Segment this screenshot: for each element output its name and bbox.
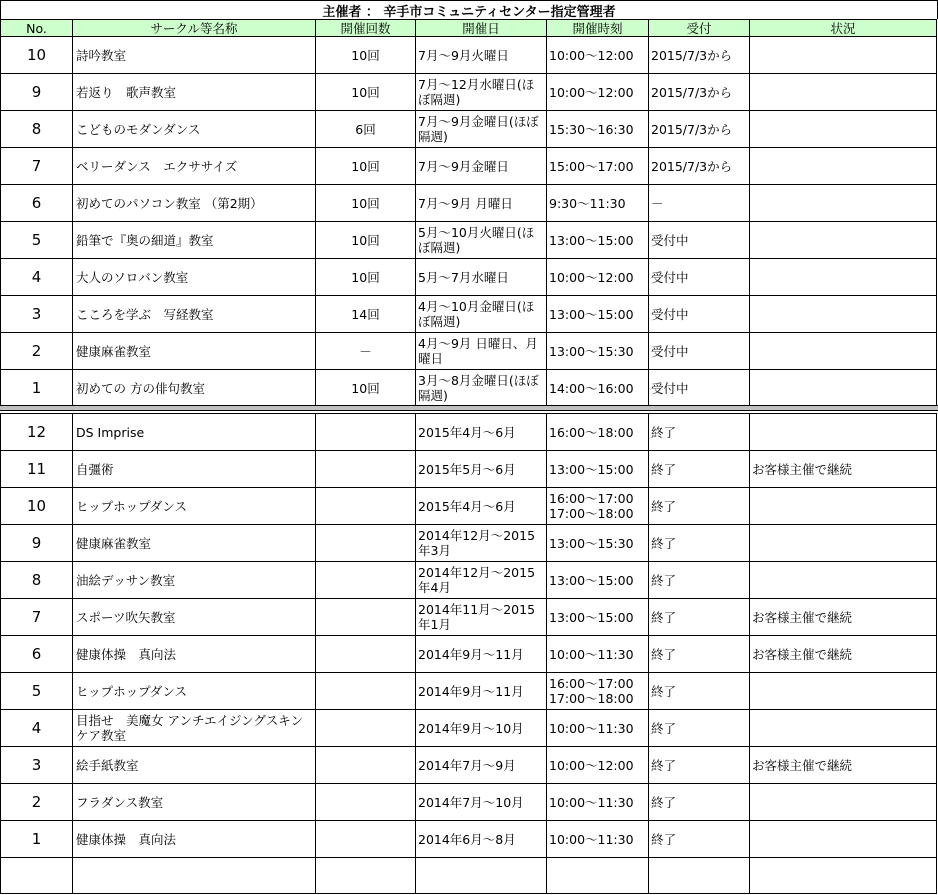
cell-name[interactable]: 初めてのパソコン教室 （第2期） [73, 185, 316, 222]
table-row [1, 148, 937, 185]
cell-count[interactable]: 10回 [316, 185, 416, 222]
cell-day[interactable]: 7月～9月 月曜日 [416, 185, 547, 222]
cell-day[interactable]: 7月～9月金曜日(ほぼ隔週) [416, 111, 547, 148]
cell-day[interactable]: 2014年9月～11月 [416, 636, 547, 673]
cell-count[interactable]: － [316, 333, 416, 370]
table-row [1, 333, 937, 370]
cell-no[interactable]: 2 [1, 333, 73, 370]
table-row [1, 858, 937, 894]
cell-day[interactable]: 2014年9月～10月 [416, 710, 547, 747]
cell-count[interactable] [316, 858, 416, 894]
cell-time[interactable]: 10:00～12:00 [547, 74, 649, 111]
cell-time[interactable]: 14:00～16:00 [547, 370, 649, 407]
cell-name[interactable]: 健康体操 真向法 [73, 821, 316, 858]
table-row [1, 747, 937, 784]
cell-day[interactable]: 4月～9月 日曜日、月曜日 [416, 333, 547, 370]
cell-time[interactable] [547, 858, 649, 894]
cell-status[interactable] [750, 296, 937, 333]
cell-status[interactable] [750, 784, 937, 821]
cell-name[interactable]: 大人のソロバン教室 [73, 259, 316, 296]
cell-no[interactable]: 5 [1, 673, 73, 710]
cell-time[interactable]: 9:30～11:30 [547, 185, 649, 222]
cell-reception[interactable]: 終了 [649, 414, 750, 451]
cell-no[interactable]: 8 [1, 111, 73, 148]
cell-no[interactable]: 7 [1, 148, 73, 185]
cell-name[interactable]: 絵手紙教室 [73, 747, 316, 784]
cell-count[interactable] [316, 562, 416, 599]
cell-name[interactable]: こころを学ぶ 写経教室 [73, 296, 316, 333]
cell-time[interactable]: 13:00～15:30 [547, 525, 649, 562]
cell-status[interactable] [750, 74, 937, 111]
header-time[interactable]: 開催時刻 [547, 20, 649, 37]
cell-time[interactable]: 10:00～11:30 [547, 784, 649, 821]
cell-status[interactable] [750, 222, 937, 259]
cell-count[interactable] [316, 710, 416, 747]
cell-count[interactable] [316, 414, 416, 451]
cell-time[interactable]: 13:00～15:00 [547, 222, 649, 259]
header-name[interactable]: サークル等名称 [73, 20, 316, 37]
cell-day[interactable] [416, 858, 547, 894]
cell-count[interactable]: 10回 [316, 37, 416, 74]
cell-no[interactable]: 4 [1, 259, 73, 296]
cell-day[interactable]: 5月～10月火曜日(ほぼ隔週) [416, 222, 547, 259]
cell-status[interactable] [750, 858, 937, 894]
cell-reception[interactable]: 受付中 [649, 333, 750, 370]
cell-no[interactable]: 11 [1, 451, 73, 488]
cell-no[interactable]: 9 [1, 525, 73, 562]
cell-status[interactable] [750, 259, 937, 296]
header-day[interactable]: 開催日 [416, 20, 547, 37]
cell-time[interactable]: 10:00～11:30 [547, 636, 649, 673]
cell-count[interactable] [316, 451, 416, 488]
cell-reception[interactable]: 2015/7/3から [649, 148, 750, 185]
cell-no[interactable]: 1 [1, 370, 73, 407]
cell-count[interactable]: 10回 [316, 259, 416, 296]
cell-no[interactable]: 10 [1, 488, 73, 525]
cell-day[interactable]: 7月～9月金曜日 [416, 148, 547, 185]
cell-name[interactable]: 初めての 方の俳句教室 [73, 370, 316, 407]
table-row [1, 222, 937, 259]
table-row [1, 784, 937, 821]
table-row [1, 821, 937, 858]
cell-time[interactable]: 13:00～15:00 [547, 562, 649, 599]
cell-name[interactable]: 健康麻雀教室 [73, 333, 316, 370]
cell-reception[interactable]: 受付中 [649, 296, 750, 333]
cell-count[interactable]: 10回 [316, 370, 416, 407]
cell-status[interactable] [750, 333, 937, 370]
table-row [1, 525, 937, 562]
cell-reception[interactable]: 受付中 [649, 222, 750, 259]
cell-name[interactable]: こどものモダンダンス [73, 111, 316, 148]
cell-count[interactable]: 6回 [316, 111, 416, 148]
header-status[interactable]: 状況 [750, 20, 937, 37]
cell-name[interactable]: DS Imprise [73, 414, 316, 451]
past-classes-table [0, 413, 937, 894]
cell-time[interactable]: 13:00～15:30 [547, 333, 649, 370]
cell-day[interactable]: 2015年5月～6月 [416, 451, 547, 488]
cell-no[interactable]: 6 [1, 636, 73, 673]
cell-day[interactable]: 2014年12月～2015年4月 [416, 562, 547, 599]
sheet-title: 主催者 ： 辛手市コミュニティセンター指定管理者 [0, 0, 938, 19]
cell-status[interactable] [750, 111, 937, 148]
cell-status[interactable] [750, 370, 937, 407]
table-row [1, 370, 937, 407]
cell-no[interactable]: 2 [1, 784, 73, 821]
cell-time[interactable]: 15:30～16:30 [547, 111, 649, 148]
cell-status[interactable] [750, 185, 937, 222]
cell-day[interactable]: 7月～12月水曜日(ほぼ隔週) [416, 74, 547, 111]
cell-day[interactable]: 2014年9月～11月 [416, 673, 547, 710]
table-row [1, 673, 937, 710]
cell-time[interactable]: 10:00～11:30 [547, 821, 649, 858]
cell-no[interactable]: 6 [1, 185, 73, 222]
cell-status[interactable] [750, 562, 937, 599]
cell-reception[interactable]: 終了 [649, 488, 750, 525]
cell-no[interactable]: 5 [1, 222, 73, 259]
cell-status[interactable]: お客様主催で継続 [750, 599, 937, 636]
cell-day[interactable]: 2014年7月～9月 [416, 747, 547, 784]
cell-count[interactable] [316, 747, 416, 784]
cell-reception[interactable]: 受付中 [649, 259, 750, 296]
cell-no[interactable]: 4 [1, 710, 73, 747]
cell-count[interactable]: 10回 [316, 74, 416, 111]
cell-day[interactable]: 2014年11月～2015年1月 [416, 599, 547, 636]
table-row [1, 37, 937, 74]
cell-name[interactable]: 若返り 歌声教室 [73, 74, 316, 111]
cell-name[interactable]: スポーツ吹矢教室 [73, 599, 316, 636]
cell-name[interactable]: 鉛筆で『奥の細道』教室 [73, 222, 316, 259]
cell-count[interactable]: 10回 [316, 148, 416, 185]
cell-status[interactable]: お客様主催で継続 [750, 451, 937, 488]
cell-reception[interactable]: 2015/7/3から [649, 74, 750, 111]
cell-time[interactable]: 13:00～15:00 [547, 296, 649, 333]
cell-no[interactable]: 12 [1, 414, 73, 451]
cell-name[interactable]: フラダンス教室 [73, 784, 316, 821]
cell-reception[interactable]: 終了 [649, 821, 750, 858]
cell-count[interactable] [316, 525, 416, 562]
table-row [1, 74, 937, 111]
cell-reception[interactable]: 終了 [649, 599, 750, 636]
cell-name[interactable]: ヒップホップダンス [73, 673, 316, 710]
cell-name[interactable]: 健康麻雀教室 [73, 525, 316, 562]
cell-count[interactable] [316, 673, 416, 710]
cell-name[interactable]: 健康体操 真向法 [73, 636, 316, 673]
cell-day[interactable]: 2014年7月～10月 [416, 784, 547, 821]
cell-name[interactable]: 油絵デッサン教室 [73, 562, 316, 599]
cell-reception[interactable] [649, 858, 750, 894]
header-no[interactable]: No. [1, 20, 73, 37]
table-row [1, 259, 937, 296]
cell-no[interactable]: 8 [1, 562, 73, 599]
cell-count[interactable] [316, 821, 416, 858]
cell-status[interactable] [750, 37, 937, 74]
cell-reception[interactable]: 終了 [649, 636, 750, 673]
cell-name[interactable]: 自彊術 [73, 451, 316, 488]
cell-day[interactable]: 2014年6月～8月 [416, 821, 547, 858]
cell-reception[interactable]: 終了 [649, 525, 750, 562]
cell-status[interactable] [750, 710, 937, 747]
cell-day[interactable]: 4月～10月金曜日(ほぼ隔週) [416, 296, 547, 333]
cell-count[interactable] [316, 636, 416, 673]
cell-no[interactable]: 3 [1, 747, 73, 784]
cell-status[interactable]: お客様主催で継続 [750, 747, 937, 784]
cell-reception[interactable]: 2015/7/3から [649, 111, 750, 148]
cell-count[interactable] [316, 784, 416, 821]
cell-reception[interactable]: － [649, 185, 750, 222]
cell-day[interactable]: 5月～7月水曜日 [416, 259, 547, 296]
cell-status[interactable] [750, 673, 937, 710]
cell-time[interactable]: 10:00～12:00 [547, 259, 649, 296]
cell-name[interactable]: 目指せ 美魔女 アンチエイジングスキンケア教室 [73, 710, 316, 747]
table-row [1, 414, 937, 451]
table-row [1, 710, 937, 747]
cell-day[interactable]: 2015年4月～6月 [416, 414, 547, 451]
cell-status[interactable] [750, 821, 937, 858]
cell-reception[interactable]: 終了 [649, 747, 750, 784]
table-row [1, 185, 937, 222]
cell-status[interactable] [750, 148, 937, 185]
cell-no[interactable]: 1 [1, 821, 73, 858]
cell-time[interactable]: 16:00～17:00 17:00～18:00 [547, 488, 649, 525]
table-row [1, 636, 937, 673]
cell-reception[interactable]: 受付中 [649, 370, 750, 407]
cell-no[interactable]: 10 [1, 37, 73, 74]
cell-time[interactable]: 13:00～15:00 [547, 599, 649, 636]
cell-time[interactable]: 10:00～12:00 [547, 37, 649, 74]
section-divider [0, 405, 938, 411]
current-classes-table [0, 19, 937, 407]
cell-no[interactable]: 3 [1, 296, 73, 333]
cell-count[interactable]: 10回 [316, 222, 416, 259]
cell-time[interactable]: 16:00～18:00 [547, 414, 649, 451]
cell-time[interactable]: 10:00～12:00 [547, 747, 649, 784]
cell-name[interactable]: ベリーダンス エクササイズ [73, 148, 316, 185]
cell-count[interactable] [316, 488, 416, 525]
header-reception[interactable]: 受付 [649, 20, 750, 37]
cell-reception[interactable]: 終了 [649, 673, 750, 710]
cell-day[interactable]: 2015年4月～6月 [416, 488, 547, 525]
cell-time[interactable]: 16:00～17:00 17:00～18:00 [547, 673, 649, 710]
table-row [1, 562, 937, 599]
table-row [1, 296, 937, 333]
table-row [1, 599, 937, 636]
cell-time[interactable]: 13:00～15:00 [547, 451, 649, 488]
cell-time[interactable]: 10:00～11:30 [547, 710, 649, 747]
cell-no[interactable]: 9 [1, 74, 73, 111]
cell-day[interactable]: 7月～9月火曜日 [416, 37, 547, 74]
cell-reception[interactable]: 終了 [649, 784, 750, 821]
cell-reception[interactable]: 終了 [649, 710, 750, 747]
table-row [1, 111, 937, 148]
cell-time[interactable]: 15:00～17:00 [547, 148, 649, 185]
cell-status[interactable] [750, 488, 937, 525]
cell-count[interactable]: 14回 [316, 296, 416, 333]
header-row [1, 20, 937, 37]
cell-name[interactable] [73, 858, 316, 894]
cell-reception[interactable]: 終了 [649, 562, 750, 599]
cell-name[interactable]: ヒップホップダンス [73, 488, 316, 525]
cell-status[interactable] [750, 525, 937, 562]
cell-reception[interactable]: 2015/7/3から [649, 37, 750, 74]
header-count[interactable]: 開催回数 [316, 20, 416, 37]
cell-name[interactable]: 詩吟教室 [73, 37, 316, 74]
cell-status[interactable]: お客様主催で継続 [750, 636, 937, 673]
cell-reception[interactable]: 終了 [649, 451, 750, 488]
table-row [1, 488, 937, 525]
cell-no[interactable] [1, 858, 73, 894]
cell-day[interactable]: 2014年12月～2015年3月 [416, 525, 547, 562]
cell-no[interactable]: 7 [1, 599, 73, 636]
cell-count[interactable] [316, 599, 416, 636]
table-row [1, 451, 937, 488]
cell-status[interactable] [750, 414, 937, 451]
cell-day[interactable]: 3月～8月金曜日(ほぼ隔週) [416, 370, 547, 407]
